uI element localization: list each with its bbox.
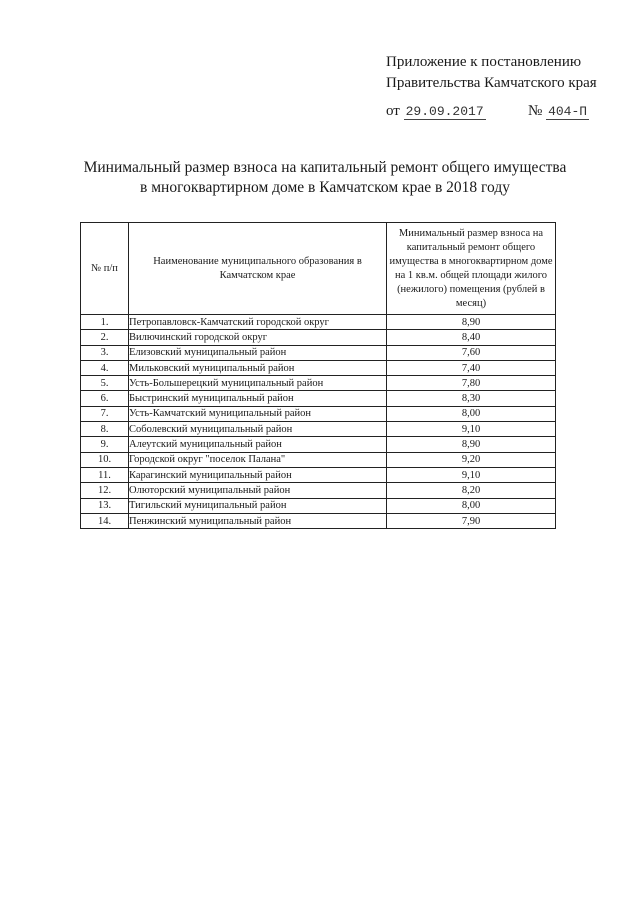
row-rate: 9,10: [387, 422, 556, 437]
row-municipality: Усть-Большерецкий муниципальный район: [129, 376, 387, 391]
table-row: [81, 483, 556, 498]
row-municipality: Карагинский муниципальный район: [129, 467, 387, 482]
table-row: [81, 437, 556, 452]
row-number: 10.: [81, 452, 129, 467]
table-row: [81, 498, 556, 513]
row-number: 1.: [81, 315, 129, 330]
row-municipality: Алеутский муниципальный район: [129, 437, 387, 452]
row-number: 12.: [81, 483, 129, 498]
row-municipality: Быстринский муниципальный район: [129, 391, 387, 406]
row-municipality: Олюторский муниципальный район: [129, 483, 387, 498]
row-number: 8.: [81, 422, 129, 437]
document-title-line-2: в многоквартирном доме в Камчатском крае в 2018 году: [140, 179, 510, 196]
row-number: 9.: [81, 437, 129, 452]
row-rate: 9,20: [387, 452, 556, 467]
table-row: [81, 315, 556, 330]
row-number: 5.: [81, 376, 129, 391]
table-row: [81, 406, 556, 421]
row-number: 6.: [81, 391, 129, 406]
row-number: 13.: [81, 498, 129, 513]
header-name: Наименование муниципального образования в Камчатском крае: [129, 223, 387, 315]
row-rate: 7,60: [387, 345, 556, 360]
table-row: [81, 513, 556, 528]
decree-number: 404-П: [548, 104, 588, 119]
row-municipality: Соболевский муниципальный район: [129, 422, 387, 437]
row-rate: 7,90: [387, 513, 556, 528]
decree-reference: [386, 103, 596, 120]
row-rate: 9,10: [387, 467, 556, 482]
table-header-row: [81, 223, 556, 315]
row-municipality: Петропавловск-Камчатский городской округ: [129, 315, 387, 330]
decree-date-label: от: [386, 103, 400, 119]
rates-table: [80, 222, 556, 529]
document-title: [40, 158, 610, 198]
appendix-header: [386, 52, 597, 94]
row-rate: 7,40: [387, 360, 556, 375]
table-row: [81, 360, 556, 375]
table-row: [81, 422, 556, 437]
row-rate: 8,40: [387, 330, 556, 345]
decree-number-label: №: [528, 103, 543, 119]
row-number: 11.: [81, 467, 129, 482]
row-rate: 8,90: [387, 437, 556, 452]
row-municipality: Усть-Камчатский муниципальный район: [129, 406, 387, 421]
row-municipality: Городской округ "поселок Палана": [129, 452, 387, 467]
row-rate: 8,00: [387, 498, 556, 513]
row-rate: 8,00: [387, 406, 556, 421]
row-number: 4.: [81, 360, 129, 375]
row-municipality: Елизовский муниципальный район: [129, 345, 387, 360]
header-rate: Минимальный размер взноса на капитальный ремонт общего имущества в многоквартирном доме на 1 кв.м. общей площади жилого (нежилого) помещения (рублей в месяц): [387, 223, 556, 315]
row-municipality: Мильковский муниципальный район: [129, 360, 387, 375]
row-rate: 8,30: [387, 391, 556, 406]
decree-date: 29.09.2017: [405, 104, 484, 119]
table-row: [81, 376, 556, 391]
table-row: [81, 452, 556, 467]
row-municipality: Тигильский муниципальный район: [129, 498, 387, 513]
row-municipality: Пенжинский муниципальный район: [129, 513, 387, 528]
table-row: [81, 467, 556, 482]
row-municipality: Вилючинский городской округ: [129, 330, 387, 345]
row-number: 7.: [81, 406, 129, 421]
table-row: [81, 391, 556, 406]
row-number: 14.: [81, 513, 129, 528]
table-row: [81, 345, 556, 360]
appendix-line-1: Приложение к постановлению: [386, 54, 582, 70]
document-title-line-1: Минимальный размер взноса на капитальный ремонт общего имущества: [83, 159, 567, 176]
header-num: № п/п: [81, 223, 129, 315]
table-body: [81, 315, 556, 529]
appendix-line-2: Правительства Камчатского края: [386, 75, 597, 91]
table-row: [81, 330, 556, 345]
row-rate: 8,20: [387, 483, 556, 498]
row-rate: 7,80: [387, 376, 556, 391]
row-rate: 8,90: [387, 315, 556, 330]
row-number: 3.: [81, 345, 129, 360]
row-number: 2.: [81, 330, 129, 345]
